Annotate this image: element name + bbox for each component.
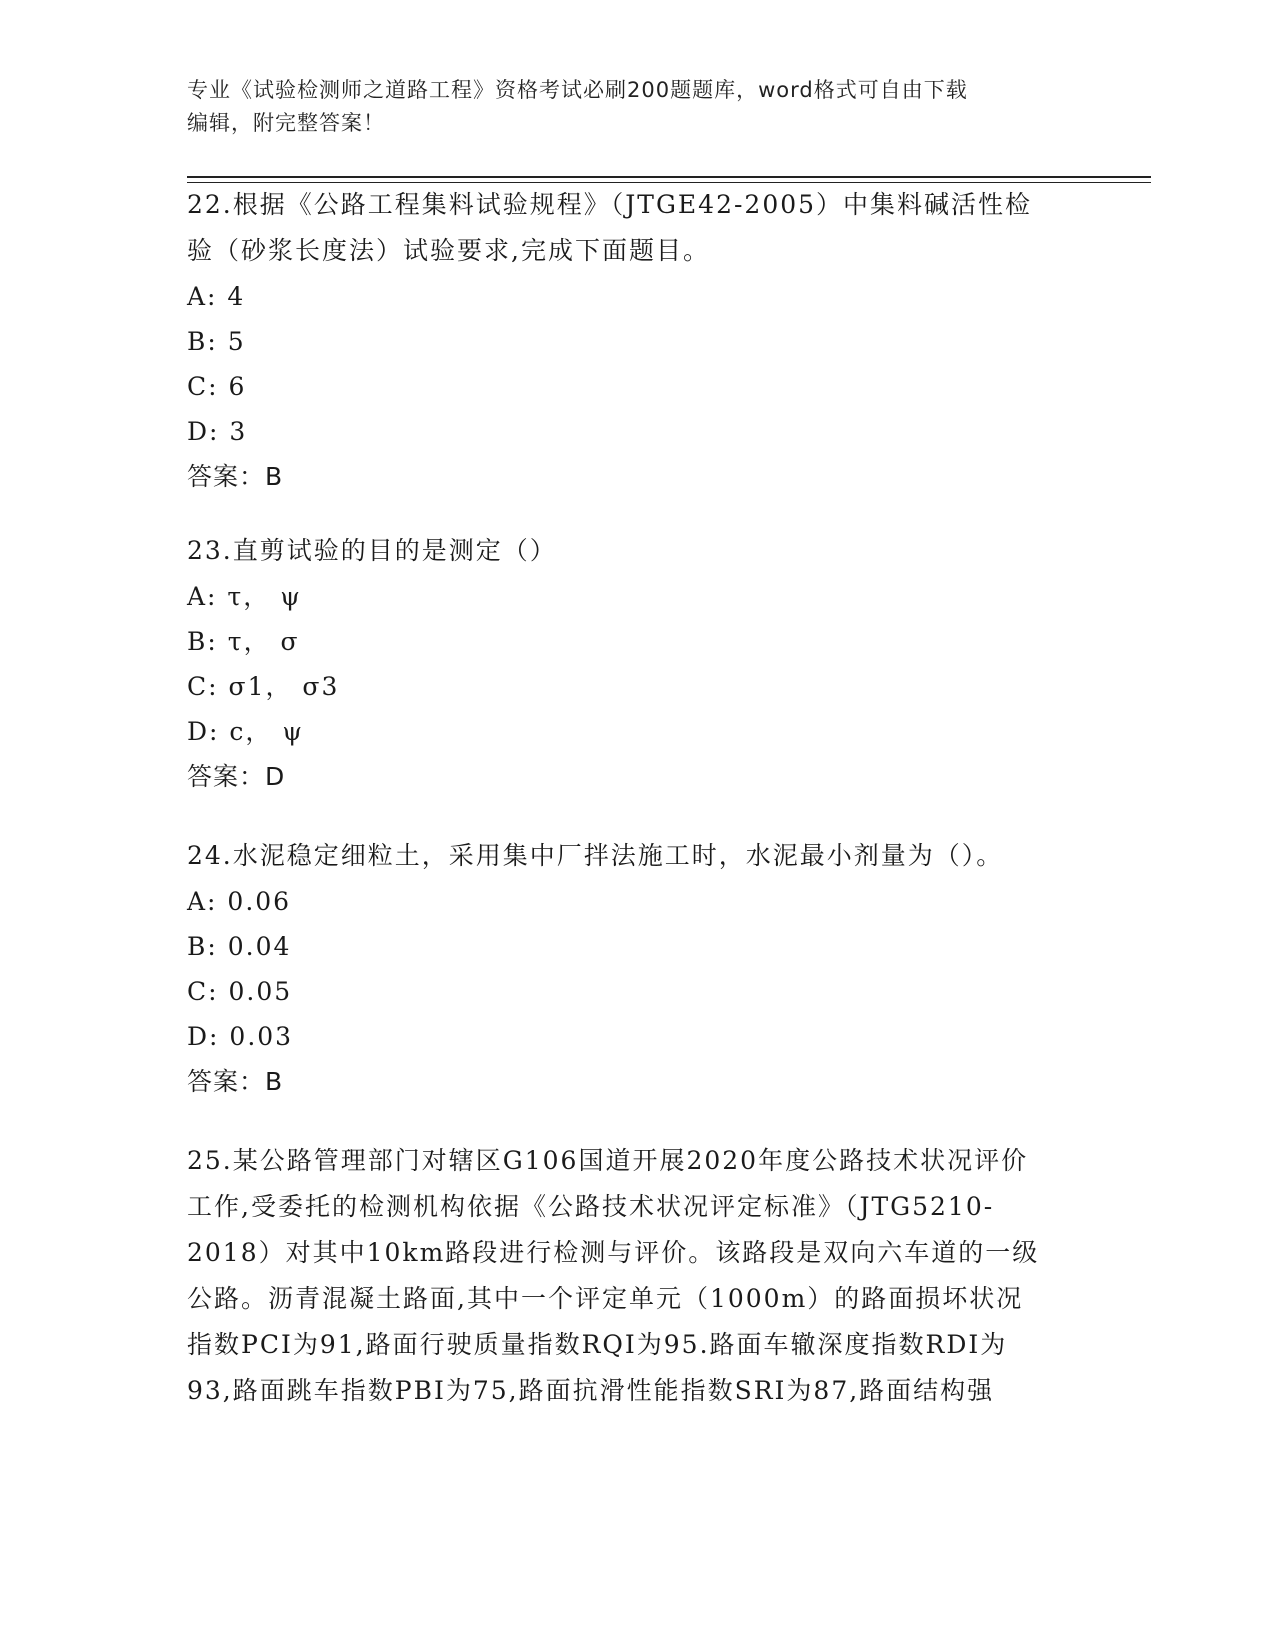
option-c: C: 6 — [187, 372, 247, 401]
stem-line: 2018）对其中10km路段进行检测与评价。该路段是双向六车道的一级 — [187, 1238, 1040, 1267]
header-divider-thick — [187, 176, 1151, 178]
question-stem — [187, 1138, 1067, 1414]
stem-line: 验（砂浆长度法）试验要求,完成下面题目。 — [187, 236, 710, 265]
stem-line: 93,路面跳车指数PBI为75,路面抗滑性能指数SRI为87,路面结构强 — [187, 1376, 995, 1405]
option-c: C: σ1， σ3 — [187, 672, 340, 701]
answer-line: 答案：B — [187, 462, 284, 491]
stem-line: 22.根据《公路工程集料试验规程》（JTGE42-2005）中集料碱活性检 — [187, 190, 1033, 219]
option-d: D: c， ψ — [187, 717, 304, 746]
stem-line: 25.某公路管理部门对辖区G106国道开展2020年度公路技术状况评价 — [187, 1146, 1029, 1175]
stem-line: 23.直剪试验的目的是测定（） — [187, 536, 557, 565]
question-24 — [187, 833, 1067, 1104]
stem-line: 公路。沥青混凝土路面,其中一个评定单元（1000m）的路面损坏状况 — [187, 1284, 1024, 1313]
option-b: B: τ， σ — [187, 627, 300, 656]
stem-line: 24.水泥稳定细粒土，采用集中厂拌法施工时，水泥最小剂量为（）。 — [187, 841, 1004, 870]
option-b: B: 0.04 — [187, 932, 292, 961]
option-c: C: 0.05 — [187, 977, 293, 1006]
option-d: D: 3 — [187, 417, 248, 446]
option-d: D: 0.03 — [187, 1022, 294, 1051]
option-a: A: 4 — [187, 282, 246, 311]
document-header — [187, 74, 1067, 140]
answer-line: 答案：B — [187, 1067, 284, 1096]
question-stem — [187, 182, 1067, 274]
option-a: A: τ， ψ — [187, 582, 302, 611]
question-25 — [187, 1138, 1067, 1414]
stem-line: 工作,受委托的检测机构依据《公路技术状况评定标准》（JTG5210- — [187, 1192, 995, 1221]
answer-line: 答案：D — [187, 762, 286, 791]
question-stem — [187, 528, 1067, 574]
question-22 — [187, 182, 1067, 499]
option-b: B: 5 — [187, 327, 246, 356]
header-line-2: 编辑，附完整答案！ — [187, 111, 385, 135]
question-stem — [187, 833, 1067, 879]
header-line-1: 专业《试验检测师之道路工程》资格考试必刷200题题库，word格式可自由下载 — [187, 78, 968, 102]
question-23 — [187, 528, 1067, 799]
stem-line: 指数PCI为91,路面行驶质量指数RQI为95.路面车辙深度指数RDI为 — [187, 1330, 1008, 1359]
option-a: A: 0.06 — [187, 887, 292, 916]
